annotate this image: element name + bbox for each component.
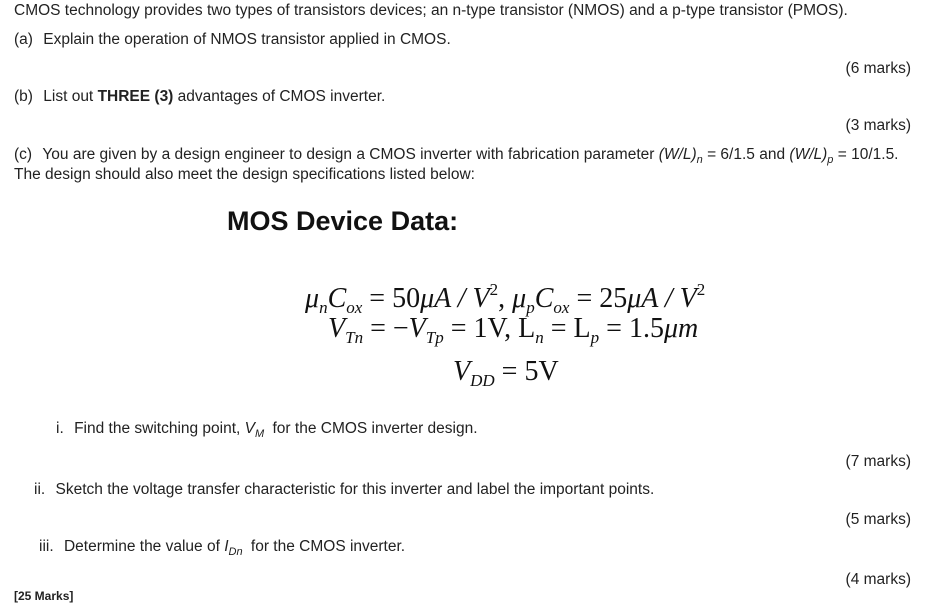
mu-n-cox-unit-denominator: / V	[450, 283, 490, 314]
part-c-line2: The design should also meet the design specifications listed below:	[14, 166, 475, 183]
sub-iii-text1: Determine the value of	[63, 538, 220, 555]
vdd-symbol: V	[453, 356, 471, 387]
wl-p-symbol: (W/L)	[789, 146, 828, 163]
sub-i-marks: (7 marks)	[845, 453, 911, 470]
threshold-value: = 1V, L	[450, 313, 536, 344]
lp-equals: = L	[550, 313, 591, 344]
wl-p-subscript: p	[827, 154, 834, 166]
sub-i-label: i.	[56, 420, 64, 437]
sub-ii-text: Sketch the voltage transfer characteristic for this inverter and label the important points.	[55, 481, 655, 498]
vdd-subscript: DD	[470, 371, 495, 390]
length-unit: μm	[663, 313, 699, 344]
device-data-heading: MOS Device Data:	[227, 206, 459, 236]
part-b-question	[14, 88, 385, 106]
part-c-and: and	[759, 146, 786, 163]
idn-symbol: I	[224, 538, 229, 555]
vdd-value: = 5V	[501, 356, 559, 387]
part-c-label: (c)	[14, 146, 33, 163]
part-b-text-before: List out	[43, 88, 94, 105]
part-a-label: (a)	[14, 31, 33, 48]
cox-p-symbol: C	[534, 283, 554, 314]
sub-ii-question	[34, 481, 654, 499]
mu-p-subscript: p	[526, 298, 535, 317]
mu-p-cox-value: = 25	[576, 283, 628, 314]
mu-p-symbol: μ	[512, 283, 527, 314]
vtn-symbol: V	[328, 313, 346, 344]
vtp-symbol: V	[408, 313, 426, 344]
sub-ii-marks: (5 marks)	[845, 511, 911, 528]
sub-iii-question	[39, 538, 405, 561]
vm-symbol: V	[244, 420, 256, 437]
sub-i-text2: for the CMOS inverter design.	[272, 420, 478, 437]
sub-iii-label: iii.	[39, 538, 54, 555]
mu-n-symbol: μ	[305, 283, 320, 314]
equation-threshold	[328, 314, 698, 353]
part-a-text: Explain the operation of NMOS transistor applied in CMOS.	[43, 31, 451, 48]
equation-comma: ,	[498, 283, 506, 314]
sub-iii-marks: (4 marks)	[845, 571, 911, 588]
part-c-text: You are given by a design engineer to design a CMOS inverter with fabrication parameter	[42, 146, 655, 163]
sub-i-text1: Find the switching point,	[74, 420, 241, 437]
intro-text: CMOS technology provides two types of transistors devices; an n-type transistor (NMOS) and a p-type transistor (PMOS).	[14, 2, 848, 19]
part-a-question	[14, 31, 451, 49]
part-a-marks: (6 marks)	[845, 60, 911, 77]
mu-n-subscript: n	[319, 298, 328, 317]
part-b-label: (b)	[14, 88, 33, 105]
wl-n-symbol: (W/L)	[658, 146, 697, 163]
mu-n-cox-exponent: 2	[489, 280, 499, 299]
idn-subscript: Dn	[228, 546, 243, 558]
wl-n-subscript: n	[696, 154, 703, 166]
wl-n-value: = 6/1.5	[707, 146, 755, 163]
cox-n-symbol: C	[327, 283, 347, 314]
part-b-marks: (3 marks)	[845, 117, 911, 134]
sub-ii-label: ii.	[34, 481, 46, 498]
vm-subscript: M	[255, 428, 265, 440]
part-b-text-after: advantages of CMOS inverter.	[177, 88, 386, 105]
total-marks-footer: [25 Marks]	[14, 589, 74, 603]
mu-n-cox-value: = 50	[369, 283, 421, 314]
ln-subscript: n	[535, 328, 544, 347]
vtp-subscript: Tp	[425, 328, 444, 347]
lp-subscript: p	[590, 328, 600, 347]
mu-p-cox-unit: μA	[627, 283, 658, 314]
vtn-subscript: Tn	[345, 328, 364, 347]
cox-p-subscript: ox	[553, 298, 570, 317]
length-value: = 1.5	[606, 313, 664, 344]
cox-n-subscript: ox	[346, 298, 363, 317]
sub-i-question	[56, 420, 478, 443]
part-b-text-bold: THREE (3)	[97, 88, 174, 105]
vtn-equals: = −	[370, 313, 409, 344]
sub-iii-text2: for the CMOS inverter.	[250, 538, 406, 555]
wl-p-value: = 10/1.5.	[837, 146, 899, 163]
mu-n-cox-unit: μA	[420, 283, 451, 314]
mu-p-cox-exponent: 2	[696, 280, 706, 299]
mu-p-cox-unit-denominator: / V	[657, 283, 697, 314]
equation-vdd	[453, 357, 559, 396]
